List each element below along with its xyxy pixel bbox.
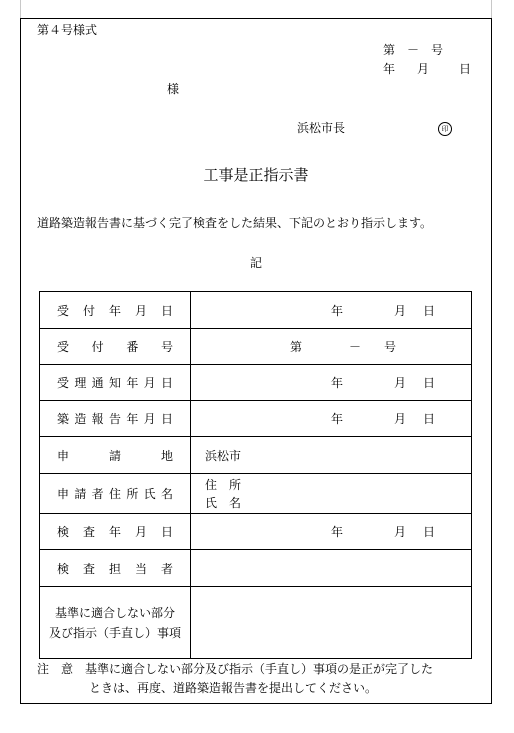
inspector-field[interactable]	[191, 550, 472, 587]
row-label: 申請者住所氏名	[40, 474, 191, 514]
remark-line-1: 注 意 基準に適合しない部分及び指示（手直し）事項の是正が完了した	[37, 662, 434, 676]
row-label: 受付番号	[40, 329, 191, 365]
intro-text: 道路築造報告書に基づく完了検査をした結果、下記のとおり指示します。	[37, 216, 433, 230]
date-field[interactable]: 年 月 日	[191, 514, 472, 550]
page-margin-mark-left	[20, 0, 21, 18]
document-date	[383, 62, 471, 76]
date-field[interactable]: 年 月 日	[191, 365, 472, 401]
row-label: 基準に適合しない部分 及び指示（手直し）事項	[40, 587, 191, 659]
application-site-field[interactable]: 浜松市	[191, 437, 472, 474]
issuer-name: 浜松市長	[297, 121, 346, 135]
number-field[interactable]: 第 － 号	[191, 329, 472, 365]
applicant-address-field[interactable]	[191, 474, 472, 514]
nonconformity-field[interactable]	[191, 587, 472, 659]
document-date-month: 月	[417, 62, 430, 76]
date-field[interactable]: 年 月 日	[191, 401, 472, 437]
name-label: 氏 名	[205, 495, 242, 510]
table-row	[40, 587, 472, 659]
document-number: 第 － 号	[383, 43, 444, 57]
row-label: 申請地	[40, 437, 191, 474]
document-date-day: 日	[459, 62, 472, 76]
document-date-year: 年	[383, 62, 396, 76]
row-label: 受理通知年月日	[40, 365, 191, 401]
table-row	[40, 474, 472, 514]
row-label: 検査年月日	[40, 514, 191, 550]
table-row	[40, 292, 472, 329]
ki-heading: 記	[249, 256, 262, 270]
table-row	[40, 365, 472, 401]
document-page	[20, 18, 492, 704]
row-label: 検査担当者	[40, 550, 191, 587]
date-field[interactable]: 年 月 日	[191, 292, 472, 329]
row-label: 築造報告年月日	[40, 401, 191, 437]
table-row	[40, 401, 472, 437]
table-row	[40, 514, 472, 550]
remark-line-2: ときは、再度、道路築造報告書を提出してください。	[89, 681, 378, 695]
table-row	[40, 550, 472, 587]
row-label: 受付年月日	[40, 292, 191, 329]
page-margin-mark-right	[491, 0, 492, 18]
address-label: 住 所	[205, 477, 242, 492]
table-row	[40, 329, 472, 365]
inspection-table	[39, 291, 472, 659]
remark-note	[37, 660, 433, 698]
seal-mark: 印	[438, 122, 452, 136]
table-row	[40, 437, 472, 474]
form-number: 第４号様式	[37, 23, 98, 37]
document-title: 工事是正指示書	[203, 166, 309, 184]
addressee-suffix: 様	[167, 82, 180, 96]
